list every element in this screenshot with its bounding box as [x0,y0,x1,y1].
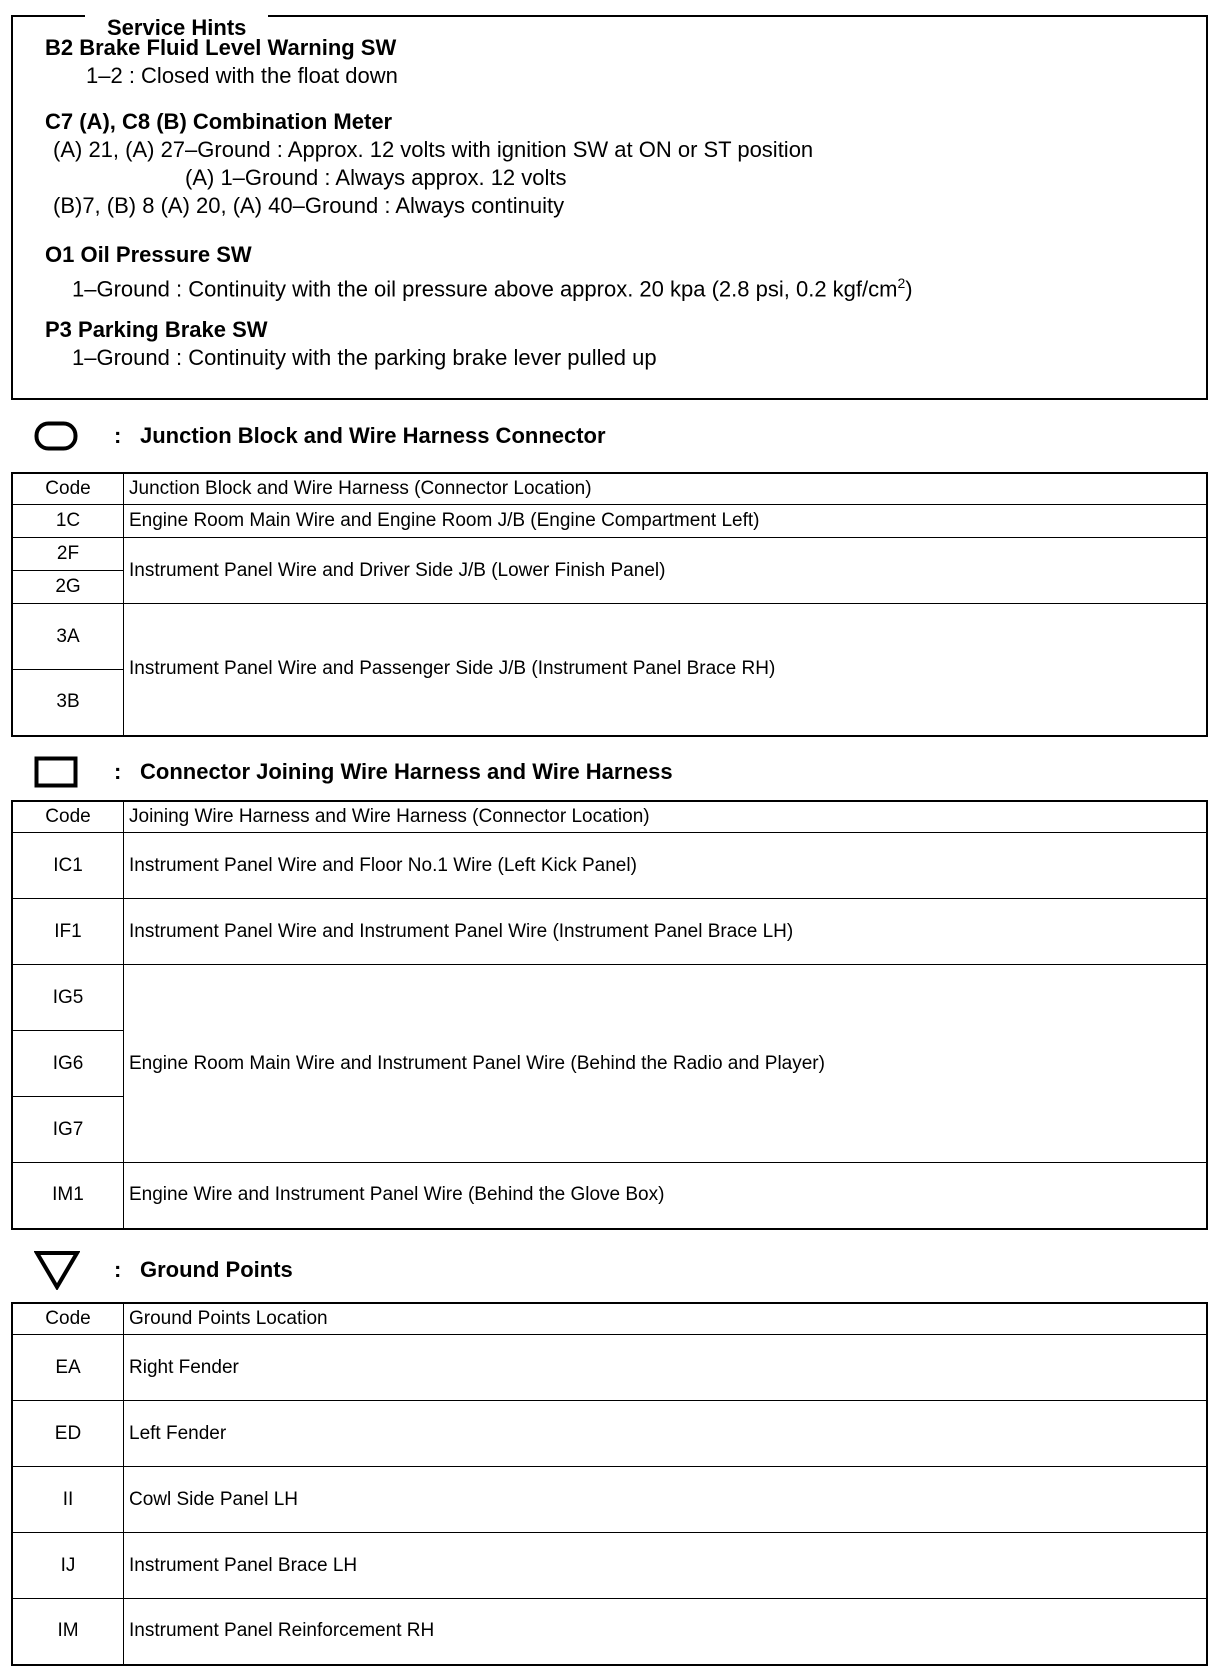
code-cell: IG5 [12,965,124,1031]
hint-title: C7 (A), C8 (B) Combination Meter [45,109,393,134]
hint-title: B2 Brake Fluid Level Warning SW [45,35,397,60]
service-hints-box [11,15,1208,400]
code-cell: EA [12,1335,124,1401]
table-row [12,1163,1207,1229]
hint-line [45,269,913,303]
hint-line-suffix: ) [905,276,913,302]
rectangle-symbol-icon [34,750,114,794]
table-row [12,538,1207,571]
code-cell: 1C [12,505,124,538]
code-cell: IJ [12,1533,124,1599]
location-cell: Engine Room Main Wire and Instrument Panel Wire (Behind the Radio and Player) [124,965,1208,1163]
hint-line: 1–Ground : Continuity with the parking brake lever pulled up [72,345,657,370]
table-row [12,1401,1207,1467]
location-cell: Cowl Side Panel LH [124,1467,1208,1533]
service-hints-title: Service Hints [85,15,268,41]
table-row [12,1467,1207,1533]
connector-section-header [34,750,673,794]
location-cell: Engine Wire and Instrument Panel Wire (Behind the Glove Box) [124,1163,1208,1229]
ground-table [11,1302,1208,1666]
column-header-code: Code [12,801,124,833]
hint-p3 [45,316,657,372]
section-colon: : [114,423,122,448]
hint-b2 [45,34,398,90]
table-header-row [12,801,1207,833]
hint-line: (B)7, (B) 8 (A) 20, (A) 40–Ground : Always continuity [53,193,565,218]
location-cell: Right Fender [124,1335,1208,1401]
location-cell: Instrument Panel Wire and Passenger Side J/B (Instrument Panel Brace RH) [124,604,1208,736]
location-cell: Instrument Panel Wire and Instrument Panel Wire (Instrument Panel Brace LH) [124,899,1208,965]
code-cell: 2G [12,571,124,604]
junction-section-header [34,414,606,458]
location-cell: Instrument Panel Reinforcement RH [124,1599,1208,1665]
location-cell: Left Fender [124,1401,1208,1467]
location-cell: Instrument Panel Wire and Driver Side J/B (Lower Finish Panel) [124,538,1208,604]
section-colon: : [114,759,122,784]
code-cell: IF1 [12,899,124,965]
table-row [12,1533,1207,1599]
code-cell: 2F [12,538,124,571]
junction-section-title: Junction Block and Wire Harness Connector [140,423,606,448]
table-row [12,833,1207,899]
hint-line: 1–2 : Closed with the float down [86,63,398,88]
section-colon: : [114,1257,122,1282]
code-cell: 3B [12,670,124,736]
down-triangle-symbol-icon [34,1248,114,1292]
table-row [12,1335,1207,1401]
column-header-code: Code [12,1303,124,1335]
column-header-code: Code [12,473,124,505]
code-cell: IG6 [12,1031,124,1097]
hint-o1 [45,241,913,303]
hint-superscript: 2 [897,275,906,291]
table-row [12,965,1207,1031]
code-cell: IM [12,1599,124,1665]
table-header-row [12,1303,1207,1335]
junction-table [11,472,1208,737]
rounded-rectangle-symbol-icon [34,414,114,458]
location-cell: Instrument Panel Wire and Floor No.1 Wire (Left Kick Panel) [124,833,1208,899]
column-header-location: Joining Wire Harness and Wire Harness (Connector Location) [124,801,1208,833]
code-cell: 3A [12,604,124,670]
column-header-location: Ground Points Location [124,1303,1208,1335]
code-cell: ED [12,1401,124,1467]
hint-line: (A) 21, (A) 27–Ground : Approx. 12 volts with ignition SW at ON or ST position [53,137,814,162]
code-cell: IM1 [12,1163,124,1229]
table-row [12,604,1207,670]
hint-title: O1 Oil Pressure SW [45,242,252,267]
code-cell: IC1 [12,833,124,899]
hint-title: P3 Parking Brake SW [45,317,268,342]
column-header-location: Junction Block and Wire Harness (Connector Location) [124,473,1208,505]
table-row [12,505,1207,538]
code-cell: II [12,1467,124,1533]
hint-c7-c8 [45,108,813,220]
code-cell: IG7 [12,1097,124,1163]
connector-section-title: Connector Joining Wire Harness and Wire Harness [140,759,673,784]
ground-section-header [34,1248,293,1292]
location-cell: Instrument Panel Brace LH [124,1533,1208,1599]
location-cell: Engine Room Main Wire and Engine Room J/B (Engine Compartment Left) [124,505,1208,538]
table-row [12,899,1207,965]
table-row [12,1599,1207,1665]
ground-section-title: Ground Points [140,1257,293,1282]
hint-line-text: 1–Ground : Continuity with the oil pressure above approx. 20 kpa (2.8 psi, 0.2 kgf/cm [72,276,898,302]
hint-line: (A) 1–Ground : Always approx. 12 volts [185,165,567,190]
table-header-row [12,473,1207,505]
connector-table [11,800,1208,1230]
